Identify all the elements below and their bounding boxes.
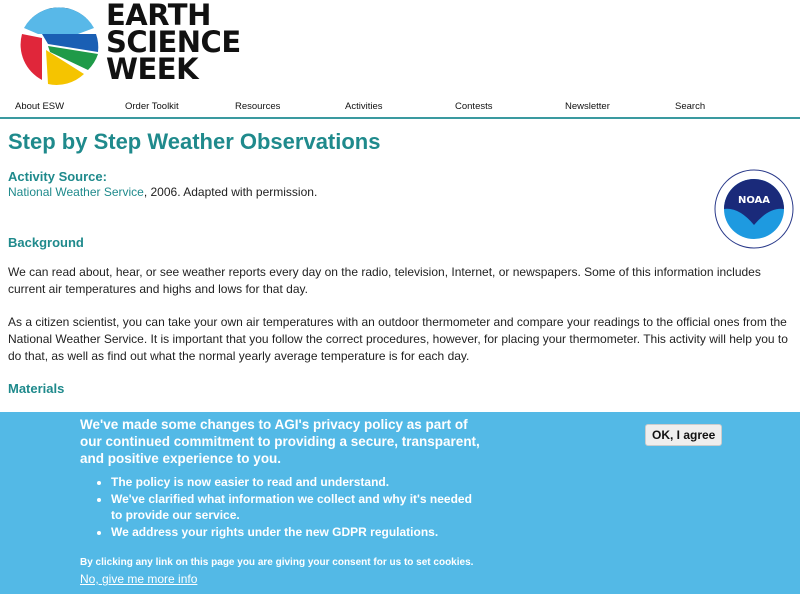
noaa-logo bbox=[714, 169, 794, 249]
source-link[interactable]: National Weather Service bbox=[8, 185, 144, 199]
privacy-bullet: • We've clarified what information we collect and why it's needed to provide our service. bbox=[111, 491, 481, 524]
privacy-bullets bbox=[96, 474, 481, 540]
nav-contests[interactable]: Contests bbox=[455, 100, 493, 112]
nav-search[interactable]: Search bbox=[675, 100, 706, 112]
materials-heading: Materials bbox=[8, 381, 65, 396]
nav-about[interactable]: About ESW bbox=[15, 100, 65, 112]
main-nav bbox=[0, 95, 800, 119]
privacy-bullet: • We address your rights under the new GDPR regulations. bbox=[111, 524, 481, 541]
nav-resources[interactable]: Resources bbox=[235, 100, 281, 112]
nav-order-toolkit[interactable]: Order Toolkit bbox=[125, 100, 179, 112]
page-title: Step by Step Weather Observations bbox=[8, 129, 381, 154]
logo-line: SCIENCE bbox=[106, 25, 241, 59]
main-content bbox=[0, 129, 800, 396]
logo-text bbox=[106, 0, 241, 86]
background-para-2: As a citizen scientist, you can take your own air temperatures with an outdoor thermometer and compare your readings to the official ones from the National Weather Service. It is important that you follow the correct procedures, however, for placing your thermometer. This activity will help you to do that, as well as find out what the normal yearly average temperature is for each day. bbox=[8, 315, 788, 363]
logo-line: WEEK bbox=[106, 52, 199, 86]
nav-newsletter[interactable]: Newsletter bbox=[565, 100, 610, 112]
site-header bbox=[0, 0, 800, 95]
logo-line: EARTH bbox=[106, 0, 211, 32]
privacy-bullet: • The policy is now easier to read and understand. bbox=[111, 474, 481, 491]
nav-activities[interactable]: Activities bbox=[345, 100, 383, 112]
privacy-banner bbox=[0, 412, 800, 594]
source-text: , 2006. Adapted with permission. bbox=[143, 185, 318, 199]
privacy-headline: We've made some changes to AGI's privacy policy as part of our continued commitment to providing a secure, transparent, and positive experience to you. bbox=[80, 417, 480, 466]
earth-science-week-logo[interactable] bbox=[18, 4, 100, 86]
noaa-logo-text: NOAA bbox=[737, 195, 771, 206]
consent-note: By clicking any link on this page you are giving your consent for us to set cookies. bbox=[80, 557, 474, 568]
more-info-link[interactable]: No, give me more info bbox=[80, 572, 198, 586]
source-label: Activity Source: bbox=[8, 169, 107, 184]
agree-button[interactable]: OK, I agree bbox=[645, 424, 722, 446]
background-heading: Background bbox=[8, 235, 84, 250]
background-para-1: We can read about, hear, or see weather reports every day on the radio, television, Internet, or newspapers. Some of this information includes current air temperatures and highs and lows for that day. bbox=[8, 265, 761, 296]
